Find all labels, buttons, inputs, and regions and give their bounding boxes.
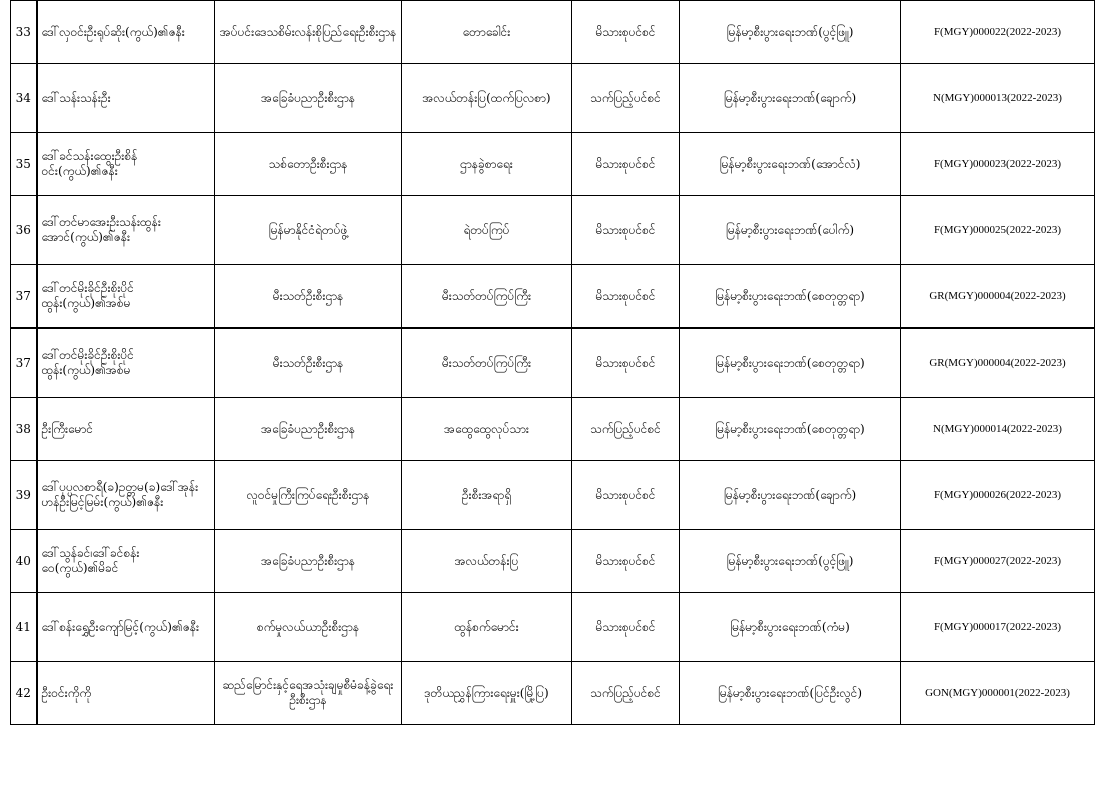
pension-code: F(MGY)000017(2022-2023) — [901, 593, 1095, 662]
row-number: 33 — [11, 1, 37, 64]
department: မြန်မာနိုင်ငံရဲတပ်ဖွဲ့ — [215, 196, 402, 265]
pensioner-name: ဒေါ်လှဝင်းဦးရုပ်ဆိုး(ကွယ်)၏ဇနီး — [37, 1, 215, 64]
table-row — [11, 265, 1095, 329]
position: အထွေထွေလုပ်သား — [402, 398, 572, 461]
position: မီးသတ်တပ်ကြပ်ကြီး — [402, 265, 572, 329]
position: ဒုတိယညွှန်ကြားရေးမှူး(မြို့ပြ) — [402, 662, 572, 725]
pension-code: N(MGY)000014(2022-2023) — [901, 398, 1095, 461]
department: အခြေခံပညာဦးစီးဌာန — [215, 64, 402, 133]
pension-type: မိသားစုပင်စင် — [572, 265, 680, 329]
bank-branch: မြန်မာ့စီးပွားရေးဘဏ်(ချောက်) — [680, 64, 901, 133]
department: လူဝင်မှုကြီးကြပ်ရေးဦးစီးဌာန — [215, 461, 402, 530]
department: မီးသတ်ဦးစီးဌာန — [215, 328, 402, 398]
pensioner-name: ဒေါ်ပုပ္ပလစာရီ(ခ)ဥတ္တမ(ခ)ဒေါ်အုန်းဟန်ဦးမြင့်မြမ်း(ကွယ်)၏ဇနီး — [37, 461, 215, 530]
department: မီးသတ်ဦးစီးဌာန — [215, 265, 402, 329]
pension-code: F(MGY)000023(2022-2023) — [901, 133, 1095, 196]
pension-code: N(MGY)000013(2022-2023) — [901, 64, 1095, 133]
row-number: 42 — [11, 662, 37, 725]
bank-branch: မြန်မာ့စီးပွားရေးဘဏ်(ပေါက်) — [680, 196, 901, 265]
position: ဌာနခွဲစာရေး — [402, 133, 572, 196]
bank-branch: မြန်မာ့စီးပွားရေးဘဏ်(စေတုတ္တရာ) — [680, 398, 901, 461]
table-row — [11, 398, 1095, 461]
bank-branch: မြန်မာ့စီးပွားရေးဘဏ်(ပြင်ဦးလွင်) — [680, 662, 901, 725]
pensioner-name: ဦးဝင်းကိုကို — [37, 662, 215, 725]
table-row — [11, 1, 1095, 64]
bank-branch: မြန်မာ့စီးပွားရေးဘဏ်(ချောက်) — [680, 461, 901, 530]
table-row — [11, 196, 1095, 265]
department: သစ်တောဦးစီးဌာန — [215, 133, 402, 196]
pension-type: မိသားစုပင်စင် — [572, 593, 680, 662]
bank-branch: မြန်မာ့စီးပွားရေးဘဏ်(ပွင့်ဖြူ) — [680, 1, 901, 64]
pension-type: သက်ပြည့်ပင်စင် — [572, 398, 680, 461]
table-row — [11, 530, 1095, 593]
pension-code: F(MGY)000022(2022-2023) — [901, 1, 1095, 64]
row-number: 37 — [11, 328, 37, 398]
pension-type: မိသားစုပင်စင် — [572, 530, 680, 593]
position: ရဲတပ်ကြပ် — [402, 196, 572, 265]
row-number: 34 — [11, 64, 37, 133]
pensioner-name: ဒေါ်သန်းသန်းဦး — [37, 64, 215, 133]
row-number: 36 — [11, 196, 37, 265]
department: ဆည်မြောင်းနှင့်ရေအသုံးချမှုစီမံခန့်ခွဲရေးဦးစီးဌာန — [215, 662, 402, 725]
row-number: 39 — [11, 461, 37, 530]
pensioner-name: ဦးကြီးမောင် — [37, 398, 215, 461]
pension-code: GON(MGY)000001(2022-2023) — [901, 662, 1095, 725]
bank-branch: မြန်မာ့စီးပွားရေးဘဏ်(ကံမ) — [680, 593, 901, 662]
position: အလယ်တန်းပြ(ထက်ပြလစာ) — [402, 64, 572, 133]
pension-code: GR(MGY)000004(2022-2023) — [901, 265, 1095, 329]
table-row — [11, 593, 1095, 662]
table-row — [11, 461, 1095, 530]
row-number: 38 — [11, 398, 37, 461]
table-row — [11, 133, 1095, 196]
row-number: 40 — [11, 530, 37, 593]
pensioner-name: ဒေါ်တင်မာအေးဦးသန်းထွန်းအောင်(ကွယ်)၏ဇနီး — [37, 196, 215, 265]
pension-type: မိသားစုပင်စင် — [572, 133, 680, 196]
row-number: 35 — [11, 133, 37, 196]
pension-table-page — [10, 0, 1094, 725]
table-row — [11, 64, 1095, 133]
bank-branch: မြန်မာ့စီးပွားရေးဘဏ်(ပွင့်ဖြူ) — [680, 530, 901, 593]
position: ဦးစီးအရာရှိ — [402, 461, 572, 530]
pension-type: မိသားစုပင်စင် — [572, 1, 680, 64]
bank-branch: မြန်မာ့စီးပွားရေးဘဏ်(အောင်လံ) — [680, 133, 901, 196]
pension-type: သက်ပြည့်ပင်စင် — [572, 64, 680, 133]
position: ထွန်စက်မောင်း — [402, 593, 572, 662]
row-number: 41 — [11, 593, 37, 662]
pension-type: မိသားစုပင်စင် — [572, 328, 680, 398]
pension-type: သက်ပြည့်ပင်စင် — [572, 662, 680, 725]
department: အခြေခံပညာဦးစီးဌာန — [215, 398, 402, 461]
position: တောခေါင်း — [402, 1, 572, 64]
pensioner-name: ဒေါ်သွန်ခင်၊ဒေါ်ခင်စန်းဝေ(ကွယ်)၏မိခင် — [37, 530, 215, 593]
bank-branch: မြန်မာ့စီးပွားရေးဘဏ်(စေတုတ္တရာ) — [680, 265, 901, 329]
pension-code: F(MGY)000025(2022-2023) — [901, 196, 1095, 265]
pension-type: မိသားစုပင်စင် — [572, 461, 680, 530]
table-row — [11, 328, 1095, 398]
pensioner-name: ဒေါ်တင်မိုးခိုင်ဦးစိုးပိုင်ထွန်း(ကွယ်)၏အစ်မ — [37, 328, 215, 398]
position: အလယ်တန်းပြ — [402, 530, 572, 593]
pensioner-name: ဒေါ်တင်မိုးခိုင်ဦးစိုးပိုင်ထွန်း(ကွယ်)၏အစ်မ — [37, 265, 215, 329]
table-row — [11, 662, 1095, 725]
pension-type: မိသားစုပင်စင် — [572, 196, 680, 265]
pension-code: F(MGY)000027(2022-2023) — [901, 530, 1095, 593]
pensioner-name: ဒေါ်စန်းရွှေဦးကျော်မြင့်(ကွယ်)၏ဇနီး — [37, 593, 215, 662]
row-number: 37 — [11, 265, 37, 329]
bank-branch: မြန်မာ့စီးပွားရေးဘဏ်(စေတုတ္တရာ) — [680, 328, 901, 398]
position: မီးသတ်တပ်ကြပ်ကြီး — [402, 328, 572, 398]
department: အခြေခံပညာဦးစီးဌာန — [215, 530, 402, 593]
department: စက်မှုလယ်ယာဦးစီးဌာန — [215, 593, 402, 662]
pension-code: F(MGY)000026(2022-2023) — [901, 461, 1095, 530]
pensioner-name: ဒေါ်ခင်သန်းထွေးဦးစိန်ဝင်း(ကွယ်)၏ဇနီး — [37, 133, 215, 196]
pension-code: GR(MGY)000004(2022-2023) — [901, 328, 1095, 398]
pension-table — [10, 0, 1095, 725]
department: အပ်ပင်းဒေသစိမ်းလန်းစိုပြည်ရေးဦးစီးဌာန — [215, 1, 402, 64]
